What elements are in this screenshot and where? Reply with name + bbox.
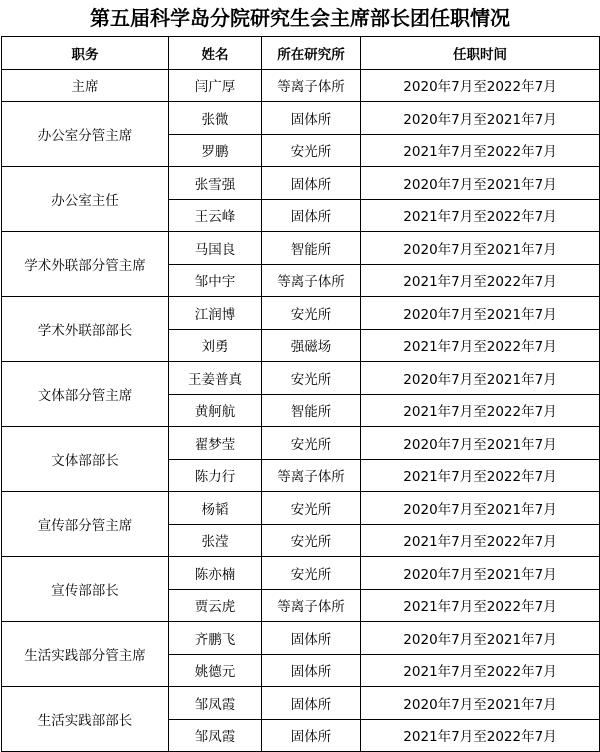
name-cell: 贾云虎 <box>169 589 262 622</box>
table-body <box>2 69 600 752</box>
institute-cell: 安光所 <box>262 297 361 330</box>
term-cell: 2021年7月至2022年7月 <box>361 589 600 622</box>
role-cell: 主席 <box>2 69 169 102</box>
name-cell: 闫广厚 <box>169 69 262 102</box>
term-cell: 2020年7月至2021年7月 <box>361 557 600 590</box>
name-cell: 张雪强 <box>169 167 262 200</box>
table-row <box>2 427 600 460</box>
role-cell: 学术外联部分管主席 <box>2 232 169 297</box>
header-term: 任职时间 <box>361 37 600 70</box>
name-cell: 张滢 <box>169 524 262 557</box>
term-cell: 2020年7月至2021年7月 <box>361 492 600 525</box>
institute-cell: 固体所 <box>262 102 361 135</box>
header-role: 职务 <box>2 37 169 70</box>
term-cell: 2021年7月至2022年7月 <box>361 329 600 362</box>
institute-cell: 安光所 <box>262 134 361 167</box>
table-row <box>2 492 600 525</box>
name-cell: 罗鹏 <box>169 134 262 167</box>
institute-cell: 智能所 <box>262 394 361 427</box>
table-row <box>2 102 600 135</box>
term-cell: 2021年7月至2022年7月 <box>361 654 600 687</box>
page-title: 第五届科学岛分院研究生会主席部长团任职情况 <box>90 6 510 30</box>
institute-cell: 安光所 <box>262 362 361 395</box>
name-cell: 江润博 <box>169 297 262 330</box>
term-cell: 2020年7月至2021年7月 <box>361 297 600 330</box>
term-cell: 2020年7月至2021年7月 <box>361 687 600 720</box>
table-row <box>2 622 600 655</box>
name-cell: 邹凤霞 <box>169 719 262 752</box>
role-cell: 学术外联部部长 <box>2 297 169 362</box>
term-cell: 2021年7月至2022年7月 <box>361 719 600 752</box>
institute-cell: 等离子体所 <box>262 589 361 622</box>
role-cell: 文体部分管主席 <box>2 362 169 427</box>
institute-cell: 安光所 <box>262 492 361 525</box>
table-row <box>2 297 600 330</box>
name-cell: 翟梦莹 <box>169 427 262 460</box>
header-row <box>2 37 600 70</box>
name-cell: 陈力行 <box>169 459 262 492</box>
term-cell: 2020年7月至2021年7月 <box>361 622 600 655</box>
term-cell: 2020年7月至2021年7月 <box>361 427 600 460</box>
role-cell: 办公室主任 <box>2 167 169 232</box>
institute-cell: 固体所 <box>262 719 361 752</box>
institute-cell: 固体所 <box>262 622 361 655</box>
institute-cell: 等离子体所 <box>262 459 361 492</box>
name-cell: 马国良 <box>169 232 262 265</box>
institute-cell: 固体所 <box>262 687 361 720</box>
table-row <box>2 362 600 395</box>
term-cell: 2021年7月至2022年7月 <box>361 264 600 297</box>
table-row <box>2 167 600 200</box>
institute-cell: 等离子体所 <box>262 69 361 102</box>
institute-cell: 安光所 <box>262 524 361 557</box>
term-cell: 2020年7月至2021年7月 <box>361 167 600 200</box>
table-row <box>2 69 600 102</box>
name-cell: 齐鹏飞 <box>169 622 262 655</box>
positions-table <box>1 36 600 752</box>
role-cell: 办公室分管主席 <box>2 102 169 167</box>
institute-cell: 等离子体所 <box>262 264 361 297</box>
role-cell: 宣传部部长 <box>2 557 169 622</box>
header-institute: 所在研究所 <box>262 37 361 70</box>
term-cell: 2021年7月至2022年7月 <box>361 134 600 167</box>
header-name: 姓名 <box>169 37 262 70</box>
term-cell: 2021年7月至2022年7月 <box>361 524 600 557</box>
term-cell: 2021年7月至2022年7月 <box>361 199 600 232</box>
name-cell: 王姜普真 <box>169 362 262 395</box>
institute-cell: 固体所 <box>262 199 361 232</box>
institute-cell: 固体所 <box>262 167 361 200</box>
institute-cell: 强磁场 <box>262 329 361 362</box>
term-cell: 2020年7月至2021年7月 <box>361 102 600 135</box>
table-row <box>2 557 600 590</box>
role-cell: 宣传部分管主席 <box>2 492 169 557</box>
table-row <box>2 687 600 720</box>
table-row <box>2 232 600 265</box>
name-cell: 邹凤霞 <box>169 687 262 720</box>
table-header <box>2 37 600 70</box>
institute-cell: 智能所 <box>262 232 361 265</box>
institute-cell: 固体所 <box>262 654 361 687</box>
name-cell: 杨韬 <box>169 492 262 525</box>
name-cell: 黄舸航 <box>169 394 262 427</box>
name-cell: 王云峰 <box>169 199 262 232</box>
term-cell: 2021年7月至2022年7月 <box>361 459 600 492</box>
name-cell: 张微 <box>169 102 262 135</box>
name-cell: 刘勇 <box>169 329 262 362</box>
institute-cell: 安光所 <box>262 557 361 590</box>
term-cell: 2020年7月至2021年7月 <box>361 362 600 395</box>
role-cell: 文体部部长 <box>2 427 169 492</box>
name-cell: 姚德元 <box>169 654 262 687</box>
term-cell: 2021年7月至2022年7月 <box>361 394 600 427</box>
name-cell: 陈亦楠 <box>169 557 262 590</box>
term-cell: 2020年7月至2022年7月 <box>361 69 600 102</box>
role-cell: 生活实践部部长 <box>2 687 169 752</box>
role-cell: 生活实践部分管主席 <box>2 622 169 687</box>
institute-cell: 安光所 <box>262 427 361 460</box>
term-cell: 2020年7月至2021年7月 <box>361 232 600 265</box>
name-cell: 邹中宇 <box>169 264 262 297</box>
